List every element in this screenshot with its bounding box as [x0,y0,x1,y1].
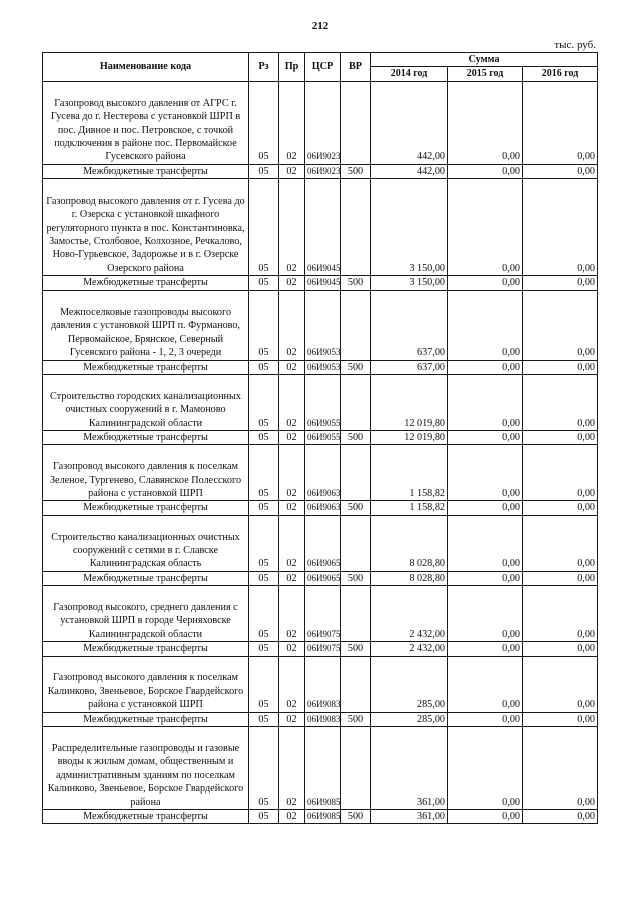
cell-rz: 05 [249,501,279,515]
cell-y2015: 0,00 [448,642,523,656]
cell-y2016: 0,00 [523,375,598,431]
cell-y2015: 0,00 [448,81,523,164]
cell-y2016: 0,00 [523,642,598,656]
cell-y2014: 1 158,82 [371,445,448,501]
cell-y2015: 0,00 [448,290,523,360]
cell-y2016: 0,00 [523,445,598,501]
cell-vr: 500 [341,431,371,445]
cell-csr: 06И9083 [305,712,341,726]
transfer-row [43,276,598,290]
header-csr: ЦСР [305,53,341,82]
cell-vr: 500 [341,712,371,726]
cell-y2015: 0,00 [448,727,523,810]
cell-pr: 02 [279,290,305,360]
cell-csr: 06И9053 [305,360,341,374]
cell-vr: 500 [341,501,371,515]
cell-pr: 02 [279,515,305,571]
cell-rz: 05 [249,81,279,164]
header-sum: Сумма [371,53,598,67]
cell-name: Межбюджетные трансферты [43,642,249,656]
header-2016: 2016 год [523,67,598,81]
cell-rz: 05 [249,179,279,276]
transfer-row [43,431,598,445]
transfer-row [43,360,598,374]
cell-name: Межбюджетные трансферты [43,276,249,290]
cell-name: Газопровод высокого давления от г. Гусева до г. Озерска с установкой шкафного регуляторного пункта в пос. Константиновка, Замостье, Столбовое, Колхозное, Речкалово, Ново-Гурьевское, Задорожье и в г. Озерске Озерского района [43,179,249,276]
cell-y2014: 2 432,00 [371,586,448,642]
cell-pr: 02 [279,81,305,164]
cell-name: Газопровод высокого давления от АГРС г. Гусева до г. Нестерова с установкой ШРП в пос. Дивное и пос. Петровское, с точкой подключения в районе пос. Первомайское Гусевского района [43,81,249,164]
cell-csr: 06И9063 [305,501,341,515]
cell-vr: 500 [341,164,371,178]
cell-vr: 500 [341,276,371,290]
cell-name: Распределительные газопроводы и газовые вводы к жилым домам, общественным и административным зданиям по поселкам Калинково, Звеньевое, Борское Гвардейского района [43,727,249,810]
cell-name: Межбюджетные трансферты [43,810,249,824]
cell-y2014: 361,00 [371,727,448,810]
cell-csr: 06И9075 [305,642,341,656]
cell-y2014: 12 019,80 [371,375,448,431]
header-2015: 2015 год [448,67,523,81]
cell-y2015: 0,00 [448,501,523,515]
cell-y2015: 0,00 [448,656,523,712]
cell-y2016: 0,00 [523,431,598,445]
cell-rz: 05 [249,656,279,712]
cell-csr: 06И9055 [305,375,341,431]
cell-y2015: 0,00 [448,375,523,431]
transfer-row [43,810,598,824]
cell-y2015: 0,00 [448,360,523,374]
cell-pr: 02 [279,164,305,178]
cell-pr: 02 [279,501,305,515]
cell-y2016: 0,00 [523,290,598,360]
table-body [43,81,598,824]
cell-y2016: 0,00 [523,810,598,824]
cell-y2016: 0,00 [523,81,598,164]
units-label: тыс. руб. [554,39,596,51]
cell-pr: 02 [279,276,305,290]
transfer-row [43,712,598,726]
cell-name: Межбюджетные трансферты [43,712,249,726]
cell-pr: 02 [279,571,305,585]
program-row [43,515,598,571]
cell-rz: 05 [249,445,279,501]
cell-name: Межбюджетные трансферты [43,431,249,445]
header-rz: Рз [249,53,279,82]
cell-y2015: 0,00 [448,810,523,824]
cell-y2016: 0,00 [523,179,598,276]
cell-csr: 06И9055 [305,431,341,445]
cell-vr: 500 [341,810,371,824]
cell-csr: 06И9023 [305,81,341,164]
cell-pr: 02 [279,656,305,712]
cell-y2016: 0,00 [523,586,598,642]
cell-name: Газопровод высокого давления к поселкам Зеленое, Тургенево, Славянское Полесского района с установкой ШРП [43,445,249,501]
cell-vr [341,81,371,164]
cell-rz: 05 [249,712,279,726]
cell-y2014: 8 028,80 [371,515,448,571]
cell-csr: 06И9045 [305,179,341,276]
cell-rz: 05 [249,360,279,374]
cell-pr: 02 [279,712,305,726]
cell-y2016: 0,00 [523,727,598,810]
cell-pr: 02 [279,642,305,656]
cell-y2014: 637,00 [371,360,448,374]
cell-rz: 05 [249,727,279,810]
program-row [43,586,598,642]
transfer-row [43,501,598,515]
cell-rz: 05 [249,642,279,656]
cell-pr: 02 [279,360,305,374]
cell-pr: 02 [279,375,305,431]
cell-y2016: 0,00 [523,501,598,515]
cell-y2016: 0,00 [523,276,598,290]
cell-vr: 500 [341,571,371,585]
cell-vr: 500 [341,360,371,374]
program-row [43,290,598,360]
cell-y2015: 0,00 [448,445,523,501]
cell-rz: 05 [249,375,279,431]
cell-csr: 06И9075 [305,586,341,642]
cell-y2016: 0,00 [523,712,598,726]
cell-y2015: 0,00 [448,515,523,571]
cell-rz: 05 [249,431,279,445]
cell-pr: 02 [279,179,305,276]
cell-y2014: 3 150,00 [371,179,448,276]
cell-y2014: 442,00 [371,164,448,178]
cell-rz: 05 [249,515,279,571]
cell-vr [341,290,371,360]
cell-y2016: 0,00 [523,515,598,571]
cell-pr: 02 [279,727,305,810]
cell-y2016: 0,00 [523,164,598,178]
page-number: 212 [311,20,329,32]
cell-name: Межпоселковые газопроводы высокого давления с установкой ШРП п. Фурманово, Первомайское, Брянское, Северный Гусевского района - 1, 2, 3 очереди [43,290,249,360]
cell-rz: 05 [249,586,279,642]
cell-vr: 500 [341,642,371,656]
cell-csr: 06И9063 [305,445,341,501]
header-name: Наименование кода [43,53,249,82]
cell-csr: 06И9023 [305,164,341,178]
cell-rz: 05 [249,276,279,290]
cell-y2014: 442,00 [371,81,448,164]
program-row [43,445,598,501]
cell-name: Межбюджетные трансферты [43,571,249,585]
header-vr: ВР [341,53,371,82]
cell-rz: 05 [249,810,279,824]
cell-vr [341,179,371,276]
transfer-row [43,571,598,585]
header-2014: 2014 год [371,67,448,81]
cell-name: Межбюджетные трансферты [43,501,249,515]
cell-vr [341,445,371,501]
cell-csr: 06И9085 [305,810,341,824]
cell-y2015: 0,00 [448,276,523,290]
cell-pr: 02 [279,445,305,501]
cell-y2014: 637,00 [371,290,448,360]
cell-y2016: 0,00 [523,656,598,712]
cell-y2015: 0,00 [448,431,523,445]
cell-csr: 06И9045 [305,276,341,290]
cell-rz: 05 [249,571,279,585]
cell-name: Газопровод высокого, среднего давления с установкой ШРП в городе Черняховске Калининградской области [43,586,249,642]
cell-y2016: 0,00 [523,360,598,374]
cell-y2014: 285,00 [371,712,448,726]
cell-csr: 06И9065 [305,571,341,585]
cell-y2015: 0,00 [448,164,523,178]
cell-vr [341,656,371,712]
cell-y2016: 0,00 [523,571,598,585]
cell-csr: 06И9083 [305,656,341,712]
program-row [43,375,598,431]
cell-y2014: 285,00 [371,656,448,712]
cell-vr [341,727,371,810]
program-row [43,656,598,712]
cell-name: Строительство канализационных очистных сооружений с сетями в г. Славске Калининградская область [43,515,249,571]
cell-pr: 02 [279,586,305,642]
cell-name: Межбюджетные трансферты [43,164,249,178]
cell-rz: 05 [249,290,279,360]
transfer-row [43,642,598,656]
cell-pr: 02 [279,431,305,445]
cell-vr [341,375,371,431]
cell-name: Межбюджетные трансферты [43,360,249,374]
cell-rz: 05 [249,164,279,178]
transfer-row [43,164,598,178]
cell-y2015: 0,00 [448,179,523,276]
header-pr: Пр [279,53,305,82]
cell-csr: 06И9085 [305,727,341,810]
cell-csr: 06И9065 [305,515,341,571]
cell-y2014: 361,00 [371,810,448,824]
cell-y2015: 0,00 [448,712,523,726]
cell-y2014: 1 158,82 [371,501,448,515]
cell-name: Газопровод высокого давления к поселкам Калинково, Звеньевое, Борское Гвардейского района с установкой ШРП [43,656,249,712]
cell-y2015: 0,00 [448,586,523,642]
cell-name: Строительство городских канализационных очистных сооружений в г. Мамоново Калининградской области [43,375,249,431]
cell-y2015: 0,00 [448,571,523,585]
program-row [43,179,598,276]
cell-y2014: 3 150,00 [371,276,448,290]
cell-y2014: 12 019,80 [371,431,448,445]
cell-pr: 02 [279,810,305,824]
cell-csr: 06И9053 [305,290,341,360]
budget-table [42,52,598,824]
program-row [43,727,598,810]
cell-vr [341,515,371,571]
cell-vr [341,586,371,642]
cell-y2014: 2 432,00 [371,642,448,656]
cell-y2014: 8 028,80 [371,571,448,585]
program-row [43,81,598,164]
